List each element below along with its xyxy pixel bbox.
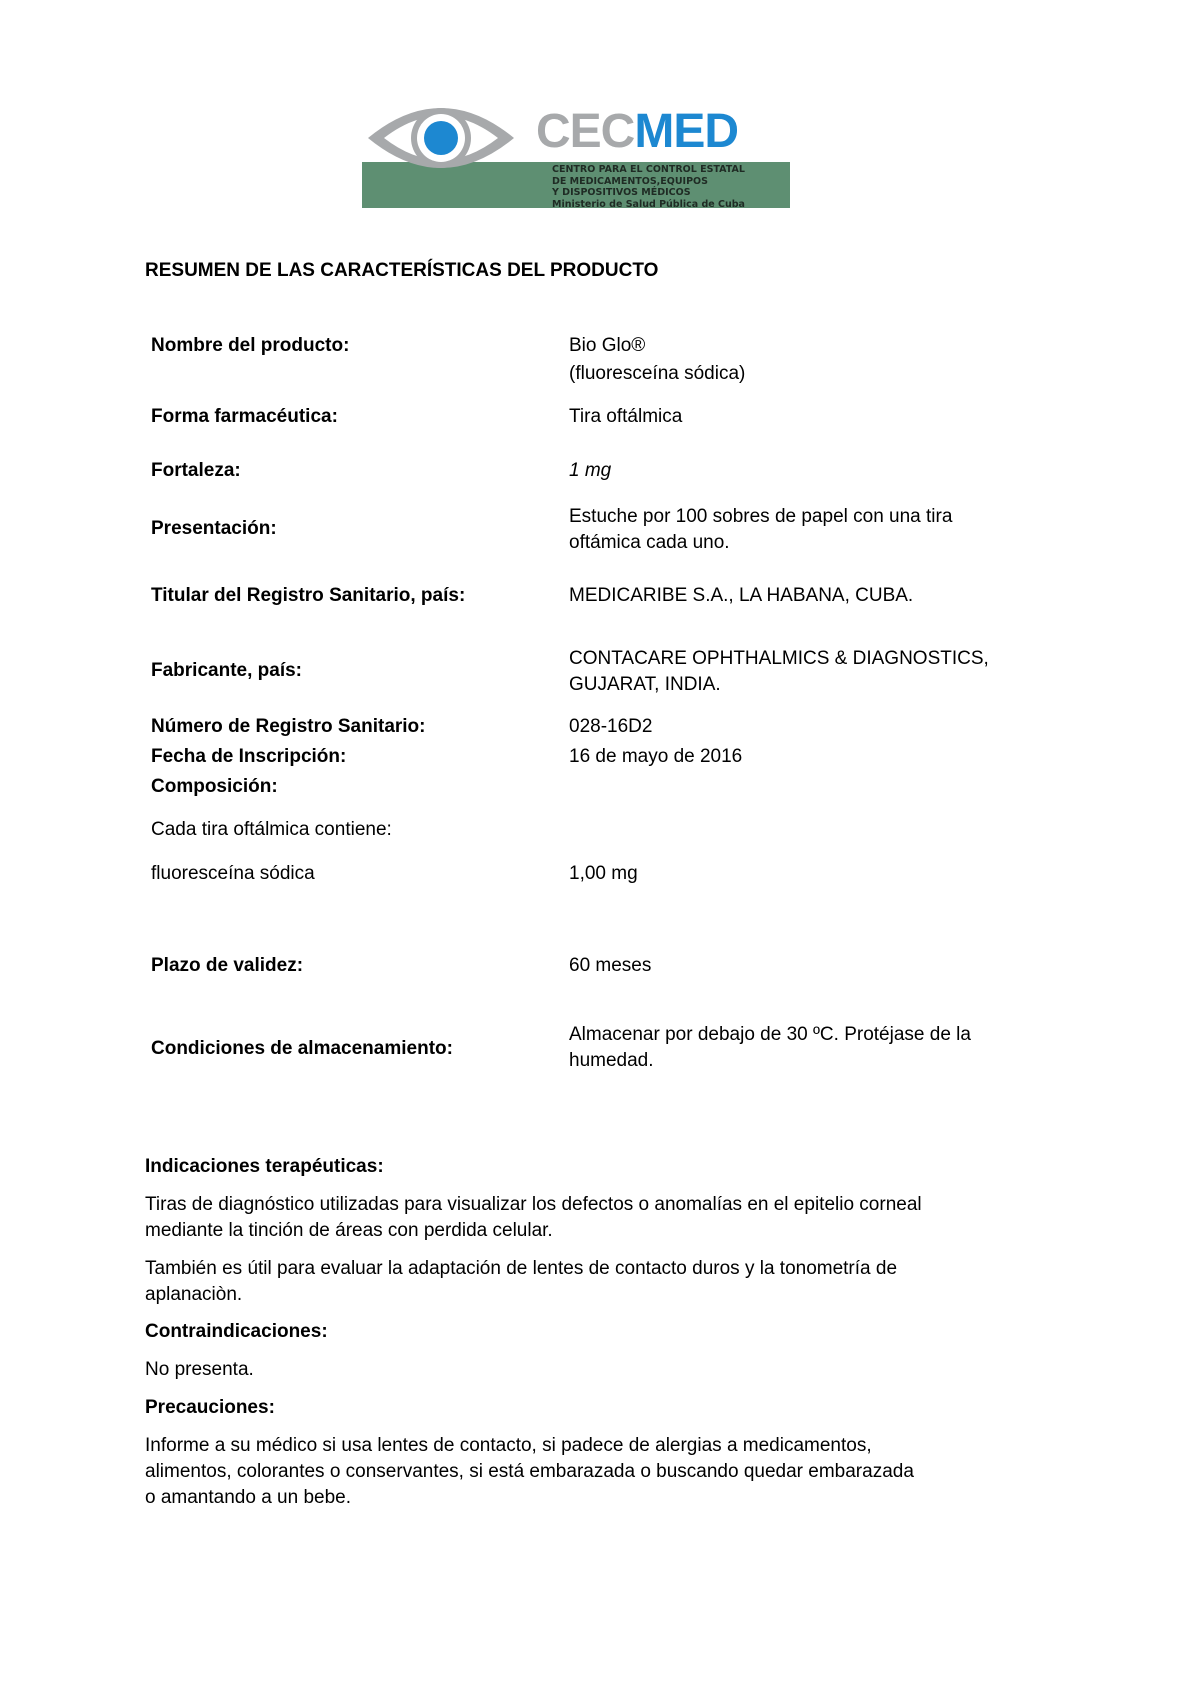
paragraph-line: alimentos, colorantes o conservantes, si está embarazada o buscando quedar embarazada [145, 1461, 914, 1482]
field-label-composicion: Composición: [151, 776, 278, 797]
field-label-registro: Número de Registro Sanitario: [151, 716, 426, 737]
section-title-contraindicaciones: Contraindicaciones: [145, 1321, 328, 1342]
paragraph-line: Tiras de diagnóstico utilizadas para visualizar los defectos o anomalías en el epitelio corneal [145, 1194, 922, 1215]
paragraph-line: También es útil para evaluar la adaptación de lentes de contacto duros y la tonometría de [145, 1258, 898, 1279]
paragraph-line: aplanaciòn. [145, 1284, 243, 1305]
section-title-indicaciones: Indicaciones terapéuticas: [145, 1156, 384, 1177]
logo-word-blue: MED [634, 105, 739, 158]
field-value-condiciones-line1: Almacenar por debajo de 30 ºC. Protéjase de la [569, 1024, 971, 1045]
paragraph-line: mediante la tinción de áreas con perdida celular. [145, 1220, 553, 1241]
logo-wordmark [536, 105, 739, 158]
paragraph-line: o amantando a un bebe. [145, 1487, 352, 1508]
paragraph-indicaciones-2 [145, 1256, 1065, 1308]
logo-word-grey: CEC [536, 105, 635, 158]
field-label-titular: Titular del Registro Sanitario, país: [151, 585, 466, 606]
field-label-forma: Forma farmacéutica: [151, 406, 338, 427]
cecmed-logo [362, 86, 790, 210]
field-value-nombre-line2: (fluoresceína sódica) [569, 363, 746, 384]
field-value-forma: Tira oftálmica [569, 406, 683, 427]
paragraph-precauciones [145, 1433, 1065, 1511]
field-value-fabricante-line1: CONTACARE OPHTHALMICS & DIAGNOSTICS, [569, 648, 989, 669]
paragraph-contraindicaciones: No presenta. [145, 1359, 254, 1380]
field-label-nombre: Nombre del producto: [151, 335, 350, 356]
field-value-fecha: 16 de mayo de 2016 [569, 746, 743, 767]
field-value-condiciones-line2: humedad. [569, 1050, 654, 1071]
field-value-presentacion-line2: oftámica cada uno. [569, 532, 730, 553]
field-value-presentacion-line1: Estuche por 100 sobres de papel con una tira [569, 506, 953, 527]
field-label-fecha: Fecha de Inscripción: [151, 746, 347, 767]
field-label-presentacion: Presentación: [151, 518, 277, 539]
field-value-nombre-line1: Bio Glo® [569, 335, 646, 356]
section-title-precauciones: Precauciones: [145, 1397, 275, 1418]
field-label-fortaleza: Fortaleza: [151, 460, 241, 481]
paragraph-indicaciones-1 [145, 1192, 1065, 1244]
paragraph-line: Informe a su médico si usa lentes de contacto, si padece de alergias a medicamentos, [145, 1435, 872, 1456]
composition-intro: Cada tira oftálmica contiene: [151, 819, 392, 840]
field-label-fabricante: Fabricante, país: [151, 660, 302, 681]
field-label-condiciones: Condiciones de almacenamiento: [151, 1038, 453, 1059]
logo-banner-line: CENTRO PARA EL CONTROL ESTATAL [552, 164, 745, 175]
document-title: RESUMEN DE LAS CARACTERÍSTICAS DEL PRODUCTO [145, 260, 659, 281]
logo-banner-line: Ministerio de Salud Pública de Cuba [552, 198, 745, 210]
logo-banner-line: Y DISPOSITIVOS MÉDICOS [552, 187, 691, 198]
field-value-fabricante-line2: GUJARAT, INDIA. [569, 674, 721, 695]
field-value-fortaleza: 1 mg [569, 460, 612, 481]
field-label-plazo: Plazo de validez: [151, 955, 304, 976]
composition-ingredient: fluoresceína sódica [151, 863, 315, 884]
field-value-plazo: 60 meses [569, 955, 652, 976]
eye-icon [362, 86, 520, 192]
logo-banner-line: DE MEDICAMENTOS,EQUIPOS [552, 175, 708, 187]
field-value-titular: MEDICARIBE S.A., LA HABANA, CUBA. [569, 585, 914, 606]
composition-amount: 1,00 mg [569, 863, 638, 884]
field-value-registro: 028-16D2 [569, 716, 653, 737]
